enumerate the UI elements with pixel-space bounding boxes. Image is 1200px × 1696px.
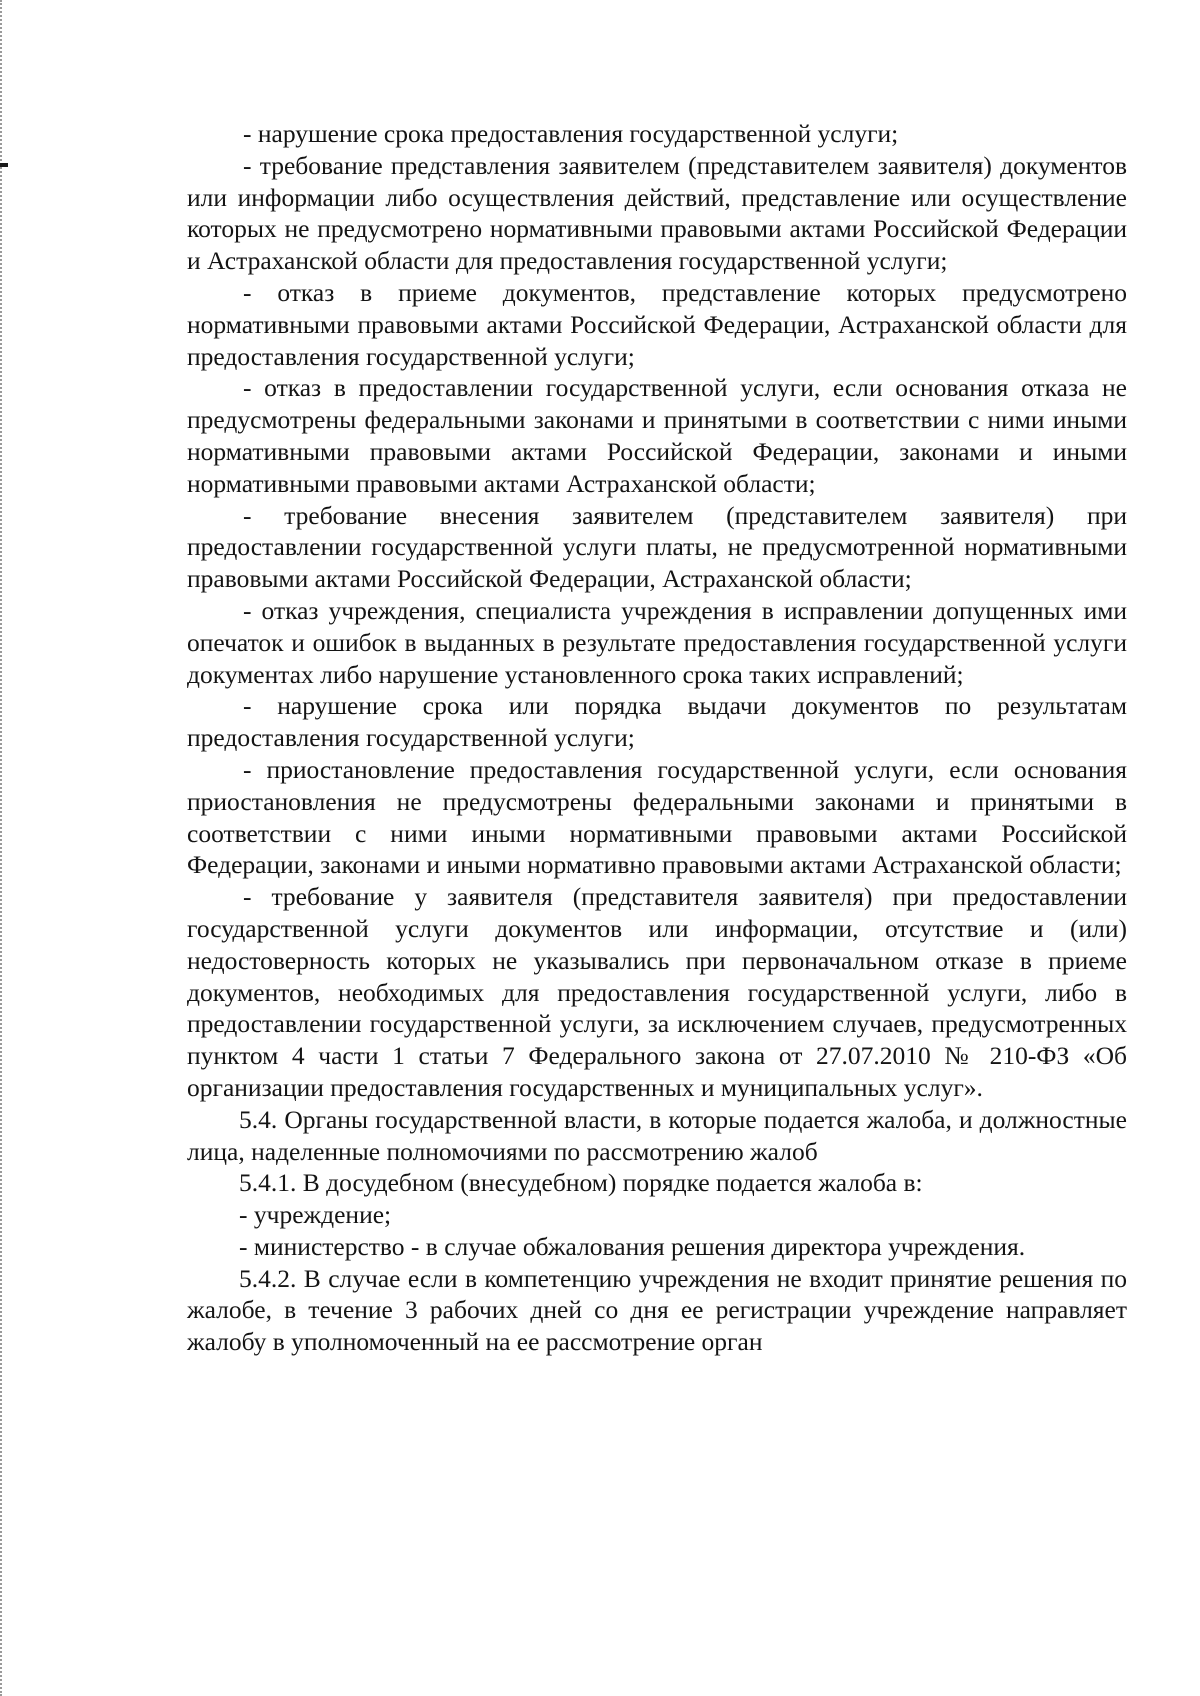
paragraph-fee-requirement: - требование внесения заявителем (представителем заявителя) при предоставлении государственной услуги платы, не предусмотренной нормативными правовыми актами Российской Федерации, Астраханской области; xyxy=(187,500,1127,594)
paragraph-refusal-correction: - отказ учреждения, специалиста учреждения в исправлении допущенных ими опечаток и ошибок в выданных в результате предоставления государственной услуги документах либо нарушение установленного срока таких исправлений; xyxy=(187,595,1127,689)
paragraph-missing-documents-requirement: - требование у заявителя (представителя заявителя) при предоставлении государственной услуги документов или информации, отсутствие и (или) недостоверность которых не указывались при первоначальном отказе в приеме документов, необходимых для предоставления государственной услуги, либо в предоставлении государственной услуги, за исключением случаев, предусмотренных пунктом 4 части 1 статьи 7 Федерального закона от 27.07.2010 № 210-ФЗ «Об организации предоставления государственных и муниципальных услуг». xyxy=(187,882,1127,1102)
document-text xyxy=(187,118,1127,1358)
section-5-4-2: 5.4.2. В случае если в компетенцию учреждения не входит принятие решения по жалобе, в течение 3 рабочих дней со дня ее регистрации учреждение направляет жалобу в уполномоченный на ее рассмотрение орган xyxy=(187,1263,1127,1357)
paragraph-extra-documents-requirement: - требование представления заявителем (представителем заявителя) документов или информации либо осуществления действий, представление или осуществление которых не предусмотрено нормативными правовыми актами Российской Федерации и Астраханской области для предоставления государственной услуги; xyxy=(187,150,1127,276)
paragraph-issuance-violation: - нарушение срока или порядка выдачи документов по результатам предоставления государственной услуги; xyxy=(187,691,1127,753)
paragraph-suspension: - приостановление предоставления государственной услуги, если основания приостановления не предусмотрены федеральными законами и принятыми в соответствии с ними иными нормативными правовыми актами Российской Федерации, законами и иными нормативно правовыми актами Астраханской области; xyxy=(187,754,1127,880)
list-item-ministry: - министерство - в случае обжалования решения директора учреждения. xyxy=(239,1231,1026,1261)
scan-edge-mark xyxy=(0,163,8,167)
scan-left-edge xyxy=(0,0,5,1696)
paragraph-refusal-acceptance: - отказ в приеме документов, представление которых предусмотрено нормативными правовыми актами Российской Федерации, Астраханской области для предоставления государственной услуги; xyxy=(187,277,1127,371)
section-5-4-1: 5.4.1. В досудебном (внесудебном) порядке подается жалоба в: xyxy=(239,1168,923,1198)
section-5-4-heading: 5.4. Органы государственной власти, в которые подается жалоба, и должностные лица, наделенные полномочиями по рассмотрению жалоб xyxy=(187,1104,1127,1166)
paragraph-violation-term: - нарушение срока предоставления государственной услуги; xyxy=(243,119,899,148)
list-item-institution: - учреждение; xyxy=(239,1200,392,1230)
paragraph-refusal-provision: - отказ в предоставлении государственной услуги, если основания отказа не предусмотрены федеральными законами и принятыми в соответствии с ними иными нормативными правовыми актами Российской Федерации, законами и иными нормативными правовыми актами Астраханской области; xyxy=(187,373,1127,498)
